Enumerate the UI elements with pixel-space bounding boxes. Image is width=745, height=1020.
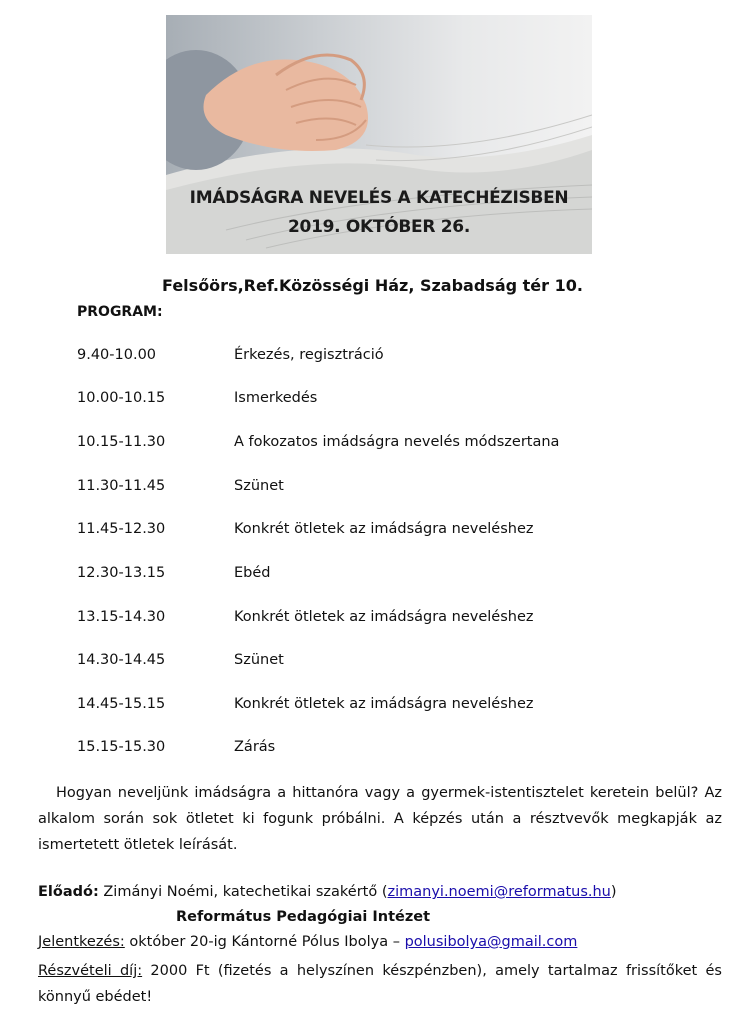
program-time: 10.15-11.30 [77, 434, 166, 450]
registration-email-link[interactable]: polusibolya@gmail.com [404, 934, 578, 950]
banner-image [166, 15, 592, 254]
program-time: 9.40-10.00 [77, 347, 157, 363]
speaker-line [38, 884, 617, 900]
program-activity: Konkrét ötletek az imádságra neveléshez [234, 521, 534, 537]
program-time: 12.30-13.15 [77, 565, 166, 581]
program-label: PROGRAM: [77, 304, 163, 320]
fee-text: 2000 Ft (fizetés a helyszínen készpénzben), amely tartalmaz frissítőket és könnyű ebédet! [38, 963, 722, 1005]
program-activity: Érkezés, regisztráció [234, 347, 384, 363]
registration-label: Jelentkezés: [38, 934, 125, 950]
registration-text: október 20-ig Kántorné Pólus Ibolya – [124, 934, 405, 950]
intro-paragraph: Hogyan neveljünk imádságra a hittanóra vagy a gyermek-istentisztelet keretein belül? Az alkalom során sok ötletet ki fogunk próbálni. A képzés után a résztvevők megkapják az ismertetett ötletek leírását. [38, 785, 722, 853]
program-activity: Szünet [234, 478, 284, 494]
program-activity: Konkrét ötletek az imádságra neveléshez [234, 696, 534, 712]
program-activity: A fokozatos imádságra nevelés módszertana [234, 434, 560, 450]
program-time: 14.30-14.45 [77, 652, 166, 668]
registration-line [38, 934, 577, 950]
program-time: 14.45-15.15 [77, 696, 166, 712]
event-date: 2019. OKTÓBER 26. [288, 217, 470, 237]
program-activity: Szünet [234, 652, 284, 668]
program-activity: Ismerkedés [234, 390, 318, 406]
fee-paragraph [38, 958, 722, 1010]
program-activity: Konkrét ötletek az imádságra neveléshez [234, 609, 534, 625]
speaker-label: Előadó: [38, 884, 99, 900]
program-time: 15.15-15.30 [77, 739, 166, 755]
program-activity: Ebéd [234, 565, 271, 581]
program-time: 11.45-12.30 [77, 521, 166, 537]
speaker-text: Zimányi Noémi, katechetikai szakértő ( [98, 884, 388, 900]
program-time: 11.30-11.45 [77, 478, 166, 494]
program-time: 13.15-14.30 [77, 609, 166, 625]
institute-name: Református Pedagógiai Intézet [176, 909, 431, 925]
fee-label: Részvételi díj: [38, 963, 143, 979]
venue: Felsőörs,Ref.Közösségi Ház, Szabadság tér 10. [162, 276, 583, 295]
program-time: 10.00-10.15 [77, 390, 166, 406]
event-title: IMÁDSÁGRA NEVELÉS A KATECHÉZISBEN [189, 188, 569, 208]
speaker-close: ) [610, 884, 617, 900]
program-activity: Zárás [234, 739, 276, 755]
speaker-email-link[interactable]: zimanyi.noemi@reformatus.hu [387, 884, 611, 900]
